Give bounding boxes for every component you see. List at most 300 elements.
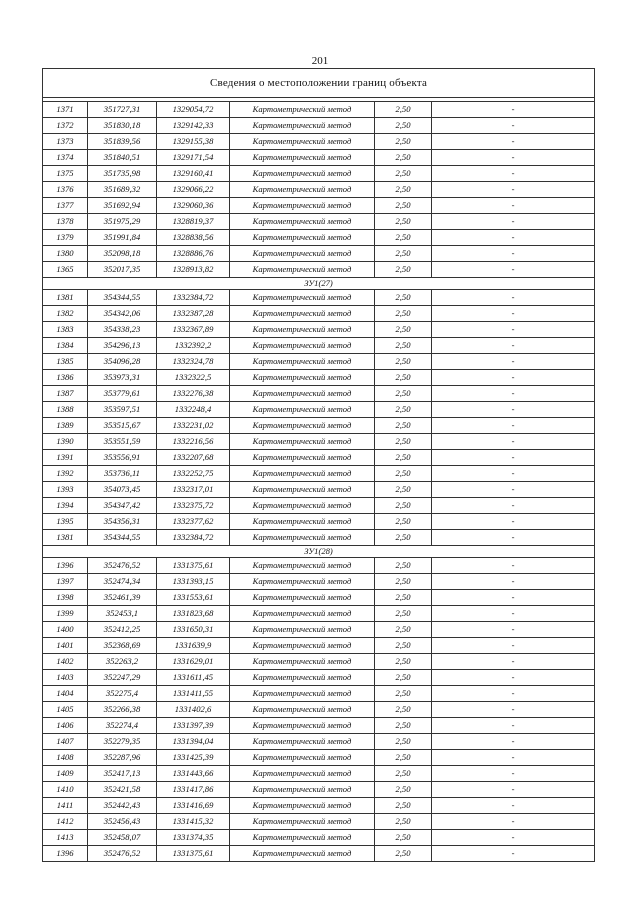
- table-row: [43, 782, 595, 798]
- coord-x-cell: 354342,06: [88, 306, 157, 322]
- coord-x-cell: 351689,32: [88, 182, 157, 198]
- coord-x-cell: 351839,56: [88, 134, 157, 150]
- table-row: [43, 402, 595, 418]
- section-header-row: [43, 278, 595, 290]
- method-cell: Картометрический метод: [230, 434, 375, 450]
- point-number-cell: 1398: [43, 590, 88, 606]
- table-row: [43, 846, 595, 862]
- point-number-cell: 1411: [43, 798, 88, 814]
- point-number-cell: 1404: [43, 686, 88, 702]
- note-cell: -: [432, 290, 595, 306]
- point-number-cell: 1396: [43, 558, 88, 574]
- method-cell: Картометрический метод: [230, 766, 375, 782]
- point-number-cell: 1397: [43, 574, 88, 590]
- method-cell: Картометрический метод: [230, 246, 375, 262]
- method-cell: Картометрический метод: [230, 338, 375, 354]
- note-cell: -: [432, 134, 595, 150]
- table-row: [43, 434, 595, 450]
- table-row: [43, 290, 595, 306]
- section-header-row: [43, 546, 595, 558]
- coord-y-cell: 1332387,28: [157, 306, 230, 322]
- coord-x-cell: 352476,52: [88, 846, 157, 862]
- method-cell: Картометрический метод: [230, 798, 375, 814]
- method-cell: Картометрический метод: [230, 166, 375, 182]
- method-cell: Картометрический метод: [230, 830, 375, 846]
- coord-x-cell: 353515,67: [88, 418, 157, 434]
- precision-cell: 2,50: [375, 370, 432, 386]
- note-cell: -: [432, 766, 595, 782]
- coord-y-cell: 1332317,01: [157, 482, 230, 498]
- coord-x-cell: 352412,25: [88, 622, 157, 638]
- table-row: [43, 150, 595, 166]
- coord-y-cell: 1328913,82: [157, 262, 230, 278]
- note-cell: -: [432, 370, 595, 386]
- table-title: Сведения о местоположении границ объекта: [43, 69, 595, 98]
- point-number-cell: 1365: [43, 262, 88, 278]
- coord-y-cell: 1329160,41: [157, 166, 230, 182]
- method-cell: Картометрический метод: [230, 466, 375, 482]
- coord-x-cell: 354073,45: [88, 482, 157, 498]
- section-label: ЗУ1(27): [43, 278, 595, 290]
- point-number-cell: 1407: [43, 734, 88, 750]
- coord-y-cell: 1331394,04: [157, 734, 230, 750]
- coord-x-cell: 352098,18: [88, 246, 157, 262]
- table-row: [43, 814, 595, 830]
- table-row: [43, 606, 595, 622]
- point-number-cell: 1386: [43, 370, 88, 386]
- method-cell: Картометрический метод: [230, 654, 375, 670]
- coord-x-cell: 352417,13: [88, 766, 157, 782]
- table-row: [43, 530, 595, 546]
- note-cell: -: [432, 466, 595, 482]
- table-row: [43, 118, 595, 134]
- note-cell: -: [432, 750, 595, 766]
- point-number-cell: 1388: [43, 402, 88, 418]
- method-cell: Картометрический метод: [230, 418, 375, 434]
- precision-cell: 2,50: [375, 498, 432, 514]
- table-row: [43, 734, 595, 750]
- coord-x-cell: 353736,11: [88, 466, 157, 482]
- point-number-cell: 1412: [43, 814, 88, 830]
- table-row: [43, 798, 595, 814]
- precision-cell: 2,50: [375, 246, 432, 262]
- precision-cell: 2,50: [375, 702, 432, 718]
- point-number-cell: 1375: [43, 166, 88, 182]
- table-row: [43, 654, 595, 670]
- note-cell: -: [432, 182, 595, 198]
- table-row: [43, 574, 595, 590]
- precision-cell: 2,50: [375, 530, 432, 546]
- note-cell: -: [432, 230, 595, 246]
- note-cell: -: [432, 734, 595, 750]
- coord-y-cell: 1332207,68: [157, 450, 230, 466]
- coord-y-cell: 1328838,56: [157, 230, 230, 246]
- precision-cell: 2,50: [375, 686, 432, 702]
- coord-x-cell: 351692,94: [88, 198, 157, 214]
- point-number-cell: 1372: [43, 118, 88, 134]
- point-number-cell: 1385: [43, 354, 88, 370]
- coord-x-cell: 352421,58: [88, 782, 157, 798]
- precision-cell: 2,50: [375, 670, 432, 686]
- coord-x-cell: 354356,31: [88, 514, 157, 530]
- method-cell: Картометрический метод: [230, 498, 375, 514]
- table-row: [43, 230, 595, 246]
- coord-x-cell: 352442,43: [88, 798, 157, 814]
- note-cell: -: [432, 214, 595, 230]
- table-row: [43, 322, 595, 338]
- coord-x-cell: 352274,4: [88, 718, 157, 734]
- note-cell: -: [432, 530, 595, 546]
- note-cell: -: [432, 482, 595, 498]
- method-cell: Картометрический метод: [230, 734, 375, 750]
- coord-x-cell: 353779,61: [88, 386, 157, 402]
- table-row: [43, 306, 595, 322]
- note-cell: -: [432, 402, 595, 418]
- point-number-cell: 1393: [43, 482, 88, 498]
- table-row: [43, 590, 595, 606]
- coord-y-cell: 1331611,45: [157, 670, 230, 686]
- method-cell: Картометрический метод: [230, 814, 375, 830]
- coord-y-cell: 1329054,72: [157, 102, 230, 118]
- coord-x-cell: 354344,55: [88, 290, 157, 306]
- precision-cell: 2,50: [375, 150, 432, 166]
- point-number-cell: 1390: [43, 434, 88, 450]
- method-cell: Картометрический метод: [230, 354, 375, 370]
- table-row: [43, 370, 595, 386]
- coord-y-cell: 1331425,39: [157, 750, 230, 766]
- point-number-cell: 1379: [43, 230, 88, 246]
- table-row: [43, 354, 595, 370]
- precision-cell: 2,50: [375, 182, 432, 198]
- point-number-cell: 1389: [43, 418, 88, 434]
- point-number-cell: 1381: [43, 530, 88, 546]
- coord-y-cell: 1328886,76: [157, 246, 230, 262]
- coord-x-cell: 353597,51: [88, 402, 157, 418]
- coord-y-cell: 1332384,72: [157, 530, 230, 546]
- note-cell: -: [432, 670, 595, 686]
- coord-x-cell: 352275,4: [88, 686, 157, 702]
- note-cell: -: [432, 322, 595, 338]
- method-cell: Картометрический метод: [230, 558, 375, 574]
- coord-y-cell: 1331375,61: [157, 558, 230, 574]
- precision-cell: 2,50: [375, 290, 432, 306]
- table-row: [43, 386, 595, 402]
- coord-y-cell: 1329171,54: [157, 150, 230, 166]
- table-row: [43, 686, 595, 702]
- point-number-cell: 1374: [43, 150, 88, 166]
- method-cell: Картометрический метод: [230, 150, 375, 166]
- point-number-cell: 1391: [43, 450, 88, 466]
- section-label: ЗУ1(28): [43, 546, 595, 558]
- coord-x-cell: 351991,84: [88, 230, 157, 246]
- point-number-cell: 1371: [43, 102, 88, 118]
- precision-cell: 2,50: [375, 734, 432, 750]
- note-cell: -: [432, 814, 595, 830]
- coord-y-cell: 1331402,6: [157, 702, 230, 718]
- point-number-cell: 1383: [43, 322, 88, 338]
- point-number-cell: 1380: [43, 246, 88, 262]
- coord-x-cell: 354347,42: [88, 498, 157, 514]
- method-cell: Картометрический метод: [230, 782, 375, 798]
- note-cell: -: [432, 638, 595, 654]
- precision-cell: 2,50: [375, 830, 432, 846]
- note-cell: -: [432, 450, 595, 466]
- method-cell: Картометрический метод: [230, 386, 375, 402]
- method-cell: Картометрический метод: [230, 402, 375, 418]
- coord-y-cell: 1328819,37: [157, 214, 230, 230]
- coord-y-cell: 1331417,86: [157, 782, 230, 798]
- method-cell: Картометрический метод: [230, 450, 375, 466]
- coord-y-cell: 1331374,35: [157, 830, 230, 846]
- method-cell: Картометрический метод: [230, 514, 375, 530]
- method-cell: Картометрический метод: [230, 530, 375, 546]
- table-title-row: [43, 69, 595, 98]
- coord-y-cell: 1331375,61: [157, 846, 230, 862]
- coord-y-cell: 1331415,32: [157, 814, 230, 830]
- method-cell: Картометрический метод: [230, 482, 375, 498]
- coord-x-cell: 354338,23: [88, 322, 157, 338]
- method-cell: Картометрический метод: [230, 574, 375, 590]
- coord-x-cell: 351735,98: [88, 166, 157, 182]
- point-number-cell: 1413: [43, 830, 88, 846]
- coord-y-cell: 1332276,38: [157, 386, 230, 402]
- point-number-cell: 1410: [43, 782, 88, 798]
- coord-y-cell: 1332216,56: [157, 434, 230, 450]
- method-cell: Картометрический метод: [230, 750, 375, 766]
- coord-x-cell: 352266,38: [88, 702, 157, 718]
- note-cell: -: [432, 354, 595, 370]
- note-cell: -: [432, 386, 595, 402]
- note-cell: -: [432, 262, 595, 278]
- precision-cell: 2,50: [375, 262, 432, 278]
- method-cell: Картометрический метод: [230, 118, 375, 134]
- method-cell: Картометрический метод: [230, 370, 375, 386]
- point-number-cell: 1373: [43, 134, 88, 150]
- method-cell: Картометрический метод: [230, 846, 375, 862]
- precision-cell: 2,50: [375, 134, 432, 150]
- note-cell: -: [432, 338, 595, 354]
- note-cell: -: [432, 686, 595, 702]
- table-row: [43, 766, 595, 782]
- note-cell: -: [432, 846, 595, 862]
- table-row: [43, 466, 595, 482]
- precision-cell: 2,50: [375, 434, 432, 450]
- method-cell: Картометрический метод: [230, 198, 375, 214]
- note-cell: -: [432, 782, 595, 798]
- table-row: [43, 638, 595, 654]
- point-number-cell: 1406: [43, 718, 88, 734]
- note-cell: -: [432, 166, 595, 182]
- precision-cell: 2,50: [375, 386, 432, 402]
- table-row: [43, 450, 595, 466]
- note-cell: -: [432, 574, 595, 590]
- note-cell: -: [432, 654, 595, 670]
- method-cell: Картометрический метод: [230, 718, 375, 734]
- note-cell: -: [432, 606, 595, 622]
- precision-cell: 2,50: [375, 306, 432, 322]
- coord-y-cell: 1331416,69: [157, 798, 230, 814]
- precision-cell: 2,50: [375, 418, 432, 434]
- coord-y-cell: 1331393,15: [157, 574, 230, 590]
- precision-cell: 2,50: [375, 118, 432, 134]
- table-row: [43, 214, 595, 230]
- coord-y-cell: 1332248,4: [157, 402, 230, 418]
- point-number-cell: 1394: [43, 498, 88, 514]
- coord-x-cell: 352287,96: [88, 750, 157, 766]
- precision-cell: 2,50: [375, 558, 432, 574]
- method-cell: Картометрический метод: [230, 686, 375, 702]
- coord-y-cell: 1332231,02: [157, 418, 230, 434]
- point-number-cell: 1408: [43, 750, 88, 766]
- note-cell: -: [432, 434, 595, 450]
- precision-cell: 2,50: [375, 846, 432, 862]
- precision-cell: 2,50: [375, 590, 432, 606]
- point-number-cell: 1403: [43, 670, 88, 686]
- note-cell: -: [432, 718, 595, 734]
- method-cell: Картометрический метод: [230, 322, 375, 338]
- coord-y-cell: 1329066,22: [157, 182, 230, 198]
- precision-cell: 2,50: [375, 402, 432, 418]
- point-number-cell: 1381: [43, 290, 88, 306]
- table-row: [43, 418, 595, 434]
- note-cell: -: [432, 622, 595, 638]
- method-cell: Картометрический метод: [230, 134, 375, 150]
- coord-x-cell: 354096,28: [88, 354, 157, 370]
- note-cell: -: [432, 246, 595, 262]
- coord-y-cell: 1331553,61: [157, 590, 230, 606]
- table-row: [43, 246, 595, 262]
- coord-y-cell: 1332252,75: [157, 466, 230, 482]
- coord-x-cell: 353556,91: [88, 450, 157, 466]
- table-row: [43, 670, 595, 686]
- table-row: [43, 750, 595, 766]
- note-cell: -: [432, 118, 595, 134]
- method-cell: Картометрический метод: [230, 290, 375, 306]
- method-cell: Картометрический метод: [230, 702, 375, 718]
- method-cell: Картометрический метод: [230, 590, 375, 606]
- coord-x-cell: 353973,31: [88, 370, 157, 386]
- coord-y-cell: 1331397,39: [157, 718, 230, 734]
- precision-cell: 2,50: [375, 322, 432, 338]
- coord-x-cell: 352474,34: [88, 574, 157, 590]
- note-cell: -: [432, 498, 595, 514]
- point-number-cell: 1384: [43, 338, 88, 354]
- table-row: [43, 718, 595, 734]
- note-cell: -: [432, 306, 595, 322]
- precision-cell: 2,50: [375, 574, 432, 590]
- point-number-cell: 1377: [43, 198, 88, 214]
- precision-cell: 2,50: [375, 814, 432, 830]
- precision-cell: 2,50: [375, 766, 432, 782]
- coord-x-cell: 352476,52: [88, 558, 157, 574]
- coord-y-cell: 1332367,89: [157, 322, 230, 338]
- coord-x-cell: 352017,35: [88, 262, 157, 278]
- coord-y-cell: 1329142,33: [157, 118, 230, 134]
- coord-y-cell: 1331629,01: [157, 654, 230, 670]
- coord-x-cell: 351840,51: [88, 150, 157, 166]
- table-row: [43, 702, 595, 718]
- precision-cell: 2,50: [375, 718, 432, 734]
- note-cell: -: [432, 590, 595, 606]
- coord-y-cell: 1331650,31: [157, 622, 230, 638]
- point-number-cell: 1400: [43, 622, 88, 638]
- point-number-cell: 1382: [43, 306, 88, 322]
- precision-cell: 2,50: [375, 354, 432, 370]
- table-row: [43, 498, 595, 514]
- point-number-cell: 1387: [43, 386, 88, 402]
- coord-x-cell: 354344,55: [88, 530, 157, 546]
- precision-cell: 2,50: [375, 450, 432, 466]
- point-number-cell: 1405: [43, 702, 88, 718]
- coord-y-cell: 1332377,62: [157, 514, 230, 530]
- method-cell: Картометрический метод: [230, 214, 375, 230]
- coord-x-cell: 352263,2: [88, 654, 157, 670]
- table-row: [43, 262, 595, 278]
- coord-x-cell: 351975,29: [88, 214, 157, 230]
- table-row: [43, 198, 595, 214]
- coord-y-cell: 1331411,55: [157, 686, 230, 702]
- table-row: [43, 622, 595, 638]
- note-cell: -: [432, 150, 595, 166]
- page-number: 201: [311, 55, 329, 67]
- table-row: [43, 134, 595, 150]
- coord-x-cell: 354296,13: [88, 338, 157, 354]
- note-cell: -: [432, 798, 595, 814]
- method-cell: Картометрический метод: [230, 638, 375, 654]
- coord-x-cell: 353551,59: [88, 434, 157, 450]
- note-cell: -: [432, 702, 595, 718]
- method-cell: Картометрический метод: [230, 102, 375, 118]
- coord-x-cell: 351830,18: [88, 118, 157, 134]
- coord-y-cell: 1331443,66: [157, 766, 230, 782]
- precision-cell: 2,50: [375, 514, 432, 530]
- note-cell: -: [432, 418, 595, 434]
- table-row: [43, 166, 595, 182]
- coord-y-cell: 1332375,72: [157, 498, 230, 514]
- coord-x-cell: 352456,43: [88, 814, 157, 830]
- precision-cell: 2,50: [375, 482, 432, 498]
- table-row: [43, 482, 595, 498]
- table-row: [43, 182, 595, 198]
- point-number-cell: 1392: [43, 466, 88, 482]
- point-number-cell: 1378: [43, 214, 88, 230]
- method-cell: Картометрический метод: [230, 606, 375, 622]
- point-number-cell: 1395: [43, 514, 88, 530]
- point-number-cell: 1399: [43, 606, 88, 622]
- precision-cell: 2,50: [375, 198, 432, 214]
- point-number-cell: 1396: [43, 846, 88, 862]
- coord-y-cell: 1329155,38: [157, 134, 230, 150]
- coord-x-cell: 351727,31: [88, 102, 157, 118]
- coord-x-cell: 352247,29: [88, 670, 157, 686]
- point-number-cell: 1409: [43, 766, 88, 782]
- coord-y-cell: 1331639,9: [157, 638, 230, 654]
- coord-y-cell: 1332384,72: [157, 290, 230, 306]
- note-cell: -: [432, 102, 595, 118]
- table-row: [43, 514, 595, 530]
- method-cell: Картометрический метод: [230, 230, 375, 246]
- coord-x-cell: 352461,39: [88, 590, 157, 606]
- method-cell: Картометрический метод: [230, 182, 375, 198]
- coord-x-cell: 352453,1: [88, 606, 157, 622]
- point-number-cell: 1376: [43, 182, 88, 198]
- precision-cell: 2,50: [375, 750, 432, 766]
- note-cell: -: [432, 558, 595, 574]
- precision-cell: 2,50: [375, 230, 432, 246]
- table-row: [43, 558, 595, 574]
- precision-cell: 2,50: [375, 654, 432, 670]
- boundary-table: [42, 68, 595, 862]
